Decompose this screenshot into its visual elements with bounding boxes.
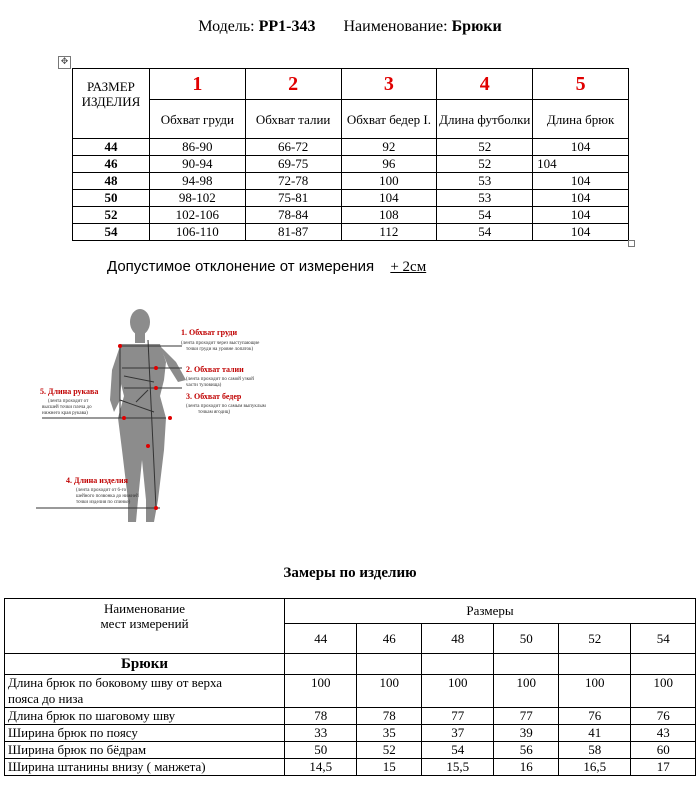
label-note: (лента проходит через выступающие <box>181 341 260 346</box>
tolerance-text: Допустимое отклонение от измерения <box>107 258 375 275</box>
table-cell: 16 <box>494 759 559 776</box>
table-cell: 104 <box>533 224 629 241</box>
measurements-title: Замеры по изделию <box>283 565 417 581</box>
table-cell: 92 <box>341 139 437 156</box>
table-row <box>5 759 696 776</box>
model-label: Модель: <box>198 18 255 35</box>
table-cell: 104 <box>533 207 629 224</box>
table-resize-handle[interactable] <box>628 240 635 247</box>
table-cell: 100 <box>558 675 630 708</box>
table-cell: 37 <box>421 725 493 742</box>
col-header-tshirt-length: Длина футболки <box>437 100 533 139</box>
table-cell: 104 <box>533 156 629 173</box>
place-header-line: мест измерений <box>100 616 189 631</box>
label-note: шейного позвонка до нижней <box>76 494 139 499</box>
table-row <box>5 708 696 725</box>
table-cell: 108 <box>341 207 437 224</box>
table-cell: 56 <box>494 742 559 759</box>
document-title <box>0 18 700 36</box>
size-chart-table <box>72 68 629 241</box>
name-label: Наименование: <box>343 18 448 35</box>
sizes-header: Размеры <box>285 599 696 624</box>
table-cell: 53 <box>437 190 533 207</box>
table-cell: 41 <box>558 725 630 742</box>
place-header <box>5 599 285 654</box>
table-cell: 102-106 <box>149 207 245 224</box>
size-col-46: 46 <box>357 624 422 654</box>
table-cell: 104 <box>533 190 629 207</box>
table-cell: 106-110 <box>149 224 245 241</box>
table-cell: 94-98 <box>149 173 245 190</box>
label-note: точки груди на уровне лопаток) <box>186 347 254 352</box>
label-note: точки изделия по спинке) <box>76 500 131 505</box>
row-label: Ширина штанины внизу ( манжета) <box>5 759 285 776</box>
col-header-pants-length: Длина брюк <box>533 100 629 139</box>
size-cell: 50 <box>73 190 150 207</box>
col-number-4: 4 <box>437 69 533 100</box>
table-cell: 58 <box>558 742 630 759</box>
table-row <box>5 675 696 708</box>
table-cell: 15 <box>357 759 422 776</box>
table-cell: 54 <box>437 224 533 241</box>
row-label: Ширина брюк по бёдрам <box>5 742 285 759</box>
table-cell: 104 <box>341 190 437 207</box>
table-cell: 76 <box>558 708 630 725</box>
size-col-52: 52 <box>558 624 630 654</box>
table-cell: 43 <box>631 725 696 742</box>
table-cell: 100 <box>421 675 493 708</box>
size-col-54: 54 <box>631 624 696 654</box>
table-cell: 35 <box>357 725 422 742</box>
col-number-3: 3 <box>341 69 437 100</box>
table-cell: 66-72 <box>245 139 341 156</box>
section-header: Брюки <box>5 654 285 675</box>
table-cell: 39 <box>494 725 559 742</box>
col-number-2: 2 <box>245 69 341 100</box>
table-cell: 60 <box>631 742 696 759</box>
col-number-1: 1 <box>149 69 245 100</box>
table-cell: 104 <box>533 139 629 156</box>
col-header-hips: Обхват бедер I. <box>341 100 437 139</box>
row-label: Ширина брюк по поясу <box>5 725 285 742</box>
table-row <box>73 173 629 190</box>
measurement-figure <box>36 300 296 540</box>
size-col-50: 50 <box>494 624 559 654</box>
table-row <box>73 156 629 173</box>
table-row <box>5 725 696 742</box>
label-note: части туловища) <box>186 383 222 388</box>
table-cell: 76 <box>631 708 696 725</box>
table-row <box>73 190 629 207</box>
garment-measurements-table <box>4 598 696 776</box>
table-cell: 69-75 <box>245 156 341 173</box>
table-row <box>73 207 629 224</box>
table-cell: 54 <box>437 207 533 224</box>
col-header-chest: Обхват груди <box>149 100 245 139</box>
table-cell: 96 <box>341 156 437 173</box>
table-cell: 100 <box>341 173 437 190</box>
table-cell: 77 <box>494 708 559 725</box>
table-cell: 14,5 <box>285 759 357 776</box>
label-sleeve-length: 5. Длина рукава <box>40 387 99 396</box>
label-note: (лента проходит от <box>48 399 89 404</box>
table-cell: 75-81 <box>245 190 341 207</box>
table-cell: 112 <box>341 224 437 241</box>
table-cell: 100 <box>285 675 357 708</box>
label-note: (лента проходит по самым выпуклым <box>186 404 266 409</box>
label-waist: 2. Обхват талии <box>186 365 244 374</box>
table-cell: 98-102 <box>149 190 245 207</box>
label-note: (лента проходит по самой узкой <box>186 377 254 382</box>
table-cell: 86-90 <box>149 139 245 156</box>
table-row <box>5 742 696 759</box>
tolerance-note <box>107 258 426 276</box>
table-cell: 78 <box>357 708 422 725</box>
table-cell: 52 <box>437 139 533 156</box>
table-cell: 50 <box>285 742 357 759</box>
row-label: пояса до низа <box>8 691 84 706</box>
tolerance-value: + 2см <box>390 259 427 275</box>
table-cell: 100 <box>494 675 559 708</box>
table-cell: 78 <box>285 708 357 725</box>
table-cell: 72-78 <box>245 173 341 190</box>
table-cell: 53 <box>437 173 533 190</box>
size-col-48: 48 <box>421 624 493 654</box>
table-row <box>73 224 629 241</box>
size-cell: 48 <box>73 173 150 190</box>
size-cell: 52 <box>73 207 150 224</box>
table-cell: 81-87 <box>245 224 341 241</box>
size-corner-header: РАЗМЕР ИЗДЕЛИЯ <box>73 69 150 139</box>
table-cell: 52 <box>357 742 422 759</box>
size-cell: 44 <box>73 139 150 156</box>
table-cell: 100 <box>631 675 696 708</box>
size-cell: 46 <box>73 156 150 173</box>
table-cell: 77 <box>421 708 493 725</box>
table-cell: 16,5 <box>558 759 630 776</box>
table-cell: 78-84 <box>245 207 341 224</box>
label-chest: 1. Обхват груди <box>181 328 238 337</box>
table-cell: 100 <box>357 675 422 708</box>
table-cell: 52 <box>437 156 533 173</box>
size-col-44: 44 <box>285 624 357 654</box>
label-garment-length: 4. Длина изделия <box>66 476 128 485</box>
row-label: Длина брюк по шаговому шву <box>5 708 285 725</box>
table-row <box>73 139 629 156</box>
label-note: (лента проходит от 6-го <box>76 488 127 493</box>
col-header-waist: Обхват талии <box>245 100 341 139</box>
col-number-5: 5 <box>533 69 629 100</box>
place-header-line: Наименование <box>104 601 185 616</box>
table-cell: 15,5 <box>421 759 493 776</box>
table-cell: 90-94 <box>149 156 245 173</box>
label-hips: 3. Обхват бедер <box>186 392 242 401</box>
table-cell: 17 <box>631 759 696 776</box>
row-label: Длина брюк по боковому шву от верха <box>8 675 223 690</box>
table-cell: 104 <box>533 173 629 190</box>
table-cell: 33 <box>285 725 357 742</box>
table-move-handle-icon[interactable]: ✥ <box>58 56 71 69</box>
size-cell: 54 <box>73 224 150 241</box>
table-cell: 54 <box>421 742 493 759</box>
label-note: точкам ягодиц) <box>198 410 231 415</box>
name-value: Брюки <box>451 18 502 35</box>
model-value: PP1-343 <box>258 18 316 35</box>
label-note: высшей точки плеча до <box>42 405 92 410</box>
label-note: нижнего края рукава) <box>42 411 88 416</box>
